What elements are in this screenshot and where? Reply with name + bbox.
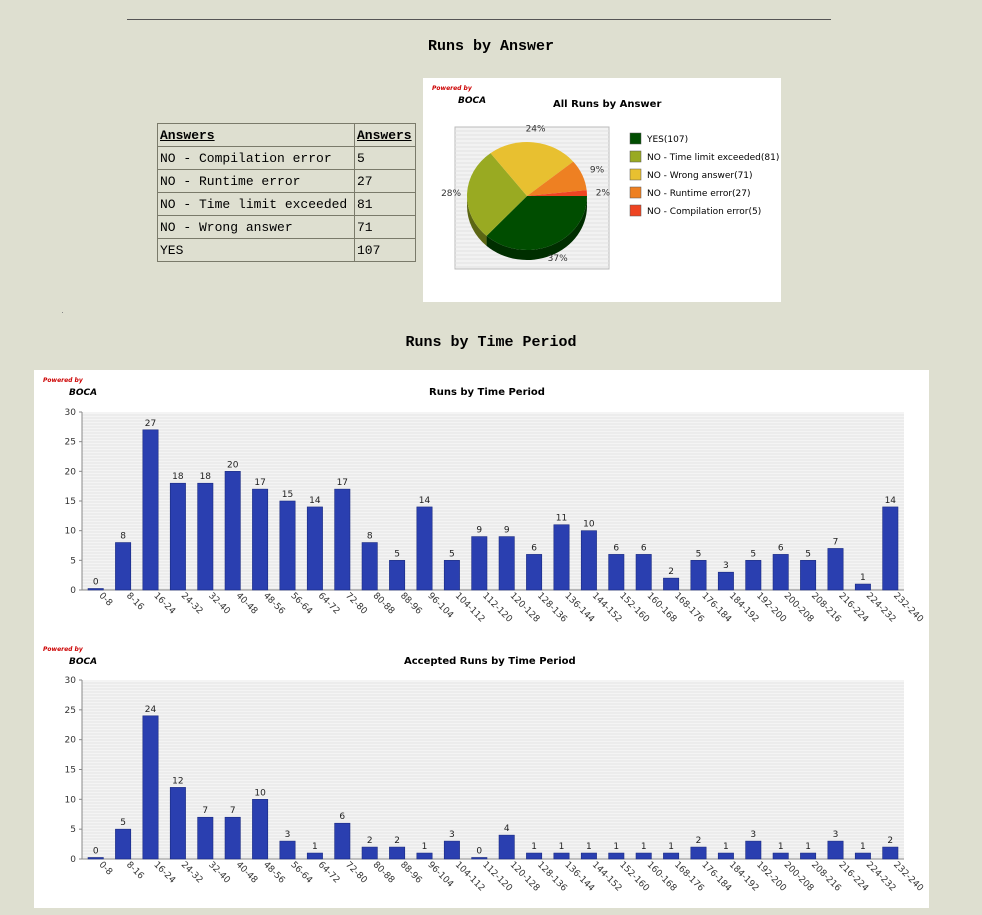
bar-value-label: 10 xyxy=(583,519,595,530)
x-tick-label: 48-56 xyxy=(260,591,287,617)
table-cell-answer: NO - Compilation error xyxy=(158,147,355,170)
legend-swatch xyxy=(630,151,641,162)
bar xyxy=(499,835,514,859)
bar xyxy=(170,787,185,859)
table-cell-answer: YES xyxy=(158,239,355,262)
x-tick-label: 24-32 xyxy=(178,860,205,886)
bar xyxy=(198,817,213,859)
runs-by-answer-heading: Runs by Answer xyxy=(427,38,555,55)
bar xyxy=(417,853,432,859)
bar xyxy=(362,847,377,859)
bar xyxy=(746,841,761,859)
x-tick-label: 144-152 xyxy=(589,591,624,625)
legend-label: NO - Wrong answer(71) xyxy=(647,171,753,181)
bar-value-label: 17 xyxy=(254,478,266,489)
bar-value-label: 24 xyxy=(144,704,157,715)
table-cell-count: 71 xyxy=(355,216,416,239)
table-row xyxy=(158,170,416,193)
x-tick-label: 56-64 xyxy=(288,591,314,617)
x-tick-label: 80-88 xyxy=(370,591,397,617)
table-header-count: Answers xyxy=(355,124,416,147)
bar-value-label: 1 xyxy=(531,842,537,853)
bar-value-label: 0 xyxy=(476,846,483,857)
table-cell-answer: NO - Time limit exceeded xyxy=(158,193,355,216)
x-tick-label: 120-128 xyxy=(507,860,542,894)
bar-value-label: 3 xyxy=(750,830,757,841)
bar-value-label: 5 xyxy=(449,549,455,560)
y-tick-label: 10 xyxy=(64,795,76,806)
x-tick-label: 88-96 xyxy=(397,860,424,886)
bar xyxy=(609,853,624,859)
bar xyxy=(335,823,350,859)
bar-value-label: 5 xyxy=(394,549,400,560)
pie-chart-title: All Runs by Answer xyxy=(553,99,662,110)
x-tick-label: 152-160 xyxy=(617,860,651,894)
bar xyxy=(307,507,322,590)
bar xyxy=(252,489,267,590)
x-tick-label: 72-80 xyxy=(343,591,369,617)
bar xyxy=(170,483,185,590)
pie-percent-label: 9% xyxy=(589,165,605,176)
x-tick-label: 96-104 xyxy=(425,591,455,621)
x-tick-label: 104-112 xyxy=(452,860,487,894)
bar-value-label: 20 xyxy=(226,460,239,471)
bar-value-label: 12 xyxy=(172,776,184,787)
x-tick-label: 224-232 xyxy=(863,591,898,625)
bar-value-label: 7 xyxy=(832,537,839,548)
bar-value-label: 5 xyxy=(120,818,126,829)
x-tick-label: 80-88 xyxy=(370,860,397,886)
bar xyxy=(115,543,130,590)
bar xyxy=(499,537,514,590)
bar xyxy=(691,847,706,859)
table-header-answer: Answers xyxy=(158,124,355,147)
bar-chart-accepted-runs xyxy=(34,640,929,908)
table-cell-count: 27 xyxy=(355,170,416,193)
bar xyxy=(773,554,788,590)
table-row xyxy=(158,216,416,239)
x-tick-label: 136-144 xyxy=(562,591,597,625)
bar-value-label: 14 xyxy=(418,495,431,506)
table-header-row xyxy=(158,124,416,147)
legend-swatch xyxy=(630,187,641,198)
x-tick-label: 8-16 xyxy=(123,591,146,613)
legend-label: NO - Time limit exceeded(81) xyxy=(647,153,780,163)
bar-value-label: 1 xyxy=(668,842,674,853)
x-tick-label: 88-96 xyxy=(397,591,424,617)
y-tick-label: 5 xyxy=(70,825,76,836)
bar-value-label: 3 xyxy=(723,561,729,572)
bar-value-label: 2 xyxy=(668,567,674,578)
x-tick-label: 216-224 xyxy=(836,860,871,894)
x-tick-label: 184-192 xyxy=(726,591,761,625)
bar-chart-title: Runs by Time Period xyxy=(429,387,545,398)
y-tick-label: 20 xyxy=(64,467,76,478)
bar-value-label: 3 xyxy=(832,830,839,841)
bar-value-label: 2 xyxy=(887,836,894,847)
x-tick-label: 232-240 xyxy=(891,860,925,894)
bar-value-label: 5 xyxy=(695,549,702,560)
bar-value-label: 1 xyxy=(613,842,620,853)
x-tick-label: 168-176 xyxy=(671,591,706,625)
x-tick-label: 232-240 xyxy=(891,591,925,625)
x-tick-label: 136-144 xyxy=(562,860,597,894)
bar-value-label: 1 xyxy=(805,842,811,853)
legend-swatch xyxy=(630,133,641,144)
x-tick-label: 8-16 xyxy=(123,860,146,882)
bar-value-label: 1 xyxy=(860,573,866,584)
y-tick-label: 15 xyxy=(64,497,76,507)
bar xyxy=(718,853,733,859)
bar xyxy=(389,560,404,590)
bar-value-label: 1 xyxy=(723,842,729,853)
bar-value-label: 2 xyxy=(394,836,400,847)
bar xyxy=(773,853,788,859)
bar xyxy=(828,548,843,590)
bar xyxy=(280,501,295,590)
bar xyxy=(444,560,459,590)
bar-value-label: 1 xyxy=(421,842,428,853)
bar-value-label: 0 xyxy=(92,846,99,857)
bar xyxy=(472,537,487,590)
x-tick-label: 112-120 xyxy=(480,591,514,625)
bar xyxy=(581,531,596,590)
x-tick-label: 32-40 xyxy=(206,860,232,886)
bar-value-label: 8 xyxy=(120,531,126,542)
bar xyxy=(746,560,761,590)
bar xyxy=(88,589,103,591)
x-tick-label: 160-168 xyxy=(644,860,679,894)
legend-label: YES(107) xyxy=(647,135,689,145)
bar xyxy=(362,543,377,590)
x-tick-label: 128-136 xyxy=(534,591,569,625)
x-tick-label: 24-32 xyxy=(178,591,205,617)
x-tick-label: 176-184 xyxy=(699,591,734,625)
bar-value-label: 6 xyxy=(640,543,647,554)
bar xyxy=(883,847,898,859)
bar-value-label: 6 xyxy=(613,543,620,554)
bar-value-label: 5 xyxy=(750,549,757,560)
bar xyxy=(526,554,541,590)
bar xyxy=(554,525,569,590)
boca-logo: BOCA xyxy=(69,388,98,398)
y-tick-label: 20 xyxy=(64,735,76,746)
bar xyxy=(225,471,240,590)
bar xyxy=(855,853,870,859)
bar xyxy=(252,799,267,859)
bar xyxy=(280,841,295,859)
pie-percent-label: 2% xyxy=(595,188,611,199)
x-tick-label: 208-216 xyxy=(808,860,843,894)
pie-chart xyxy=(423,78,781,302)
y-tick-label: 0 xyxy=(70,855,76,865)
bar-value-label: 1 xyxy=(312,842,318,853)
table-cell-answer: NO - Wrong answer xyxy=(158,216,355,239)
table-cell-answer: NO - Runtime error xyxy=(158,170,355,193)
bar-value-label: 18 xyxy=(199,472,212,483)
pie-chart-panel xyxy=(423,78,781,302)
bar-value-label: 3 xyxy=(449,830,455,841)
bar-value-label: 2 xyxy=(366,836,373,847)
table-cell-count: 81 xyxy=(355,193,416,216)
table-cell-count: 107 xyxy=(355,239,416,262)
x-tick-label: 216-224 xyxy=(836,591,871,625)
powered-by-label: Powered by xyxy=(432,85,472,92)
bar xyxy=(444,841,459,859)
bar xyxy=(663,853,678,859)
legend-swatch xyxy=(630,205,641,216)
y-tick-label: 30 xyxy=(64,676,76,686)
bar-value-label: 7 xyxy=(229,806,236,817)
bar-value-label: 3 xyxy=(284,830,291,841)
powered-by-label: Powered by xyxy=(43,646,83,653)
bar-value-label: 6 xyxy=(777,543,784,554)
x-tick-label: 208-216 xyxy=(808,591,843,625)
x-tick-label: 168-176 xyxy=(671,860,706,894)
y-tick-label: 0 xyxy=(70,586,76,596)
x-tick-label: 160-168 xyxy=(644,591,679,625)
bar-chart-panel-all xyxy=(34,370,929,640)
x-tick-label: 16-24 xyxy=(151,591,177,617)
bar xyxy=(472,858,487,860)
stray-dot xyxy=(62,312,63,313)
x-tick-label: 200-208 xyxy=(781,591,816,625)
bar-value-label: 6 xyxy=(339,812,346,823)
table-row xyxy=(158,239,416,262)
x-tick-label: 40-48 xyxy=(233,860,260,886)
bar xyxy=(335,489,350,590)
bar xyxy=(800,853,815,859)
x-tick-label: 120-128 xyxy=(507,591,542,625)
y-tick-label: 15 xyxy=(64,765,76,776)
x-tick-label: 152-160 xyxy=(617,591,651,625)
x-tick-label: 0-8 xyxy=(96,591,115,609)
bar xyxy=(389,847,404,859)
legend-label: NO - Runtime error(27) xyxy=(647,189,751,199)
runs-by-time-heading: Runs by Time Period xyxy=(405,334,577,351)
bar-value-label: 14 xyxy=(884,495,897,506)
x-tick-label: 16-24 xyxy=(151,860,177,886)
x-tick-label: 112-120 xyxy=(480,860,514,894)
y-tick-label: 5 xyxy=(70,556,76,567)
table-row xyxy=(158,147,416,170)
bar-chart-all-runs xyxy=(34,370,929,640)
x-tick-label: 56-64 xyxy=(288,860,314,886)
bar xyxy=(307,853,322,859)
bar-value-label: 9 xyxy=(476,525,483,536)
x-tick-label: 176-184 xyxy=(699,860,734,894)
bar-value-label: 1 xyxy=(586,842,592,853)
bar-value-label: 7 xyxy=(202,806,209,817)
bar-value-label: 11 xyxy=(555,513,568,524)
x-tick-label: 72-80 xyxy=(343,860,369,886)
table-cell-count: 5 xyxy=(355,147,416,170)
x-tick-label: 128-136 xyxy=(534,860,569,894)
x-tick-label: 0-8 xyxy=(96,860,115,878)
x-tick-label: 144-152 xyxy=(589,860,624,894)
bar xyxy=(198,483,213,590)
bar-value-label: 14 xyxy=(309,495,321,506)
bar-value-label: 1 xyxy=(558,842,565,853)
bar xyxy=(855,584,870,590)
x-tick-label: 64-72 xyxy=(315,591,342,617)
bar xyxy=(828,841,843,859)
boca-logo: BOCA xyxy=(458,96,487,106)
bar-value-label: 9 xyxy=(503,525,510,536)
bar-value-label: 2 xyxy=(695,836,702,847)
bar xyxy=(554,853,569,859)
bar xyxy=(115,829,130,859)
powered-by-label: Powered by xyxy=(43,377,83,384)
bar xyxy=(526,853,541,859)
bar xyxy=(800,560,815,590)
bar-value-label: 18 xyxy=(172,472,184,483)
bar xyxy=(88,858,103,860)
bar-chart-title: Accepted Runs by Time Period xyxy=(404,656,576,667)
bar xyxy=(636,853,651,859)
y-tick-label: 25 xyxy=(64,437,76,448)
bar-value-label: 17 xyxy=(336,478,349,489)
boca-logo: BOCA xyxy=(69,657,98,667)
bar-value-label: 1 xyxy=(640,842,647,853)
x-tick-label: 64-72 xyxy=(315,860,342,886)
pie-percent-label: 24% xyxy=(525,124,546,135)
bar-value-label: 8 xyxy=(366,531,373,542)
y-tick-label: 30 xyxy=(64,408,76,418)
bar xyxy=(883,507,898,590)
bar xyxy=(143,430,158,590)
bar-value-label: 6 xyxy=(531,543,537,554)
bar xyxy=(609,554,624,590)
bar-value-label: 4 xyxy=(503,824,510,835)
x-tick-label: 32-40 xyxy=(206,591,232,617)
x-tick-label: 184-192 xyxy=(726,860,761,894)
x-tick-label: 48-56 xyxy=(260,860,287,886)
x-tick-label: 200-208 xyxy=(781,860,816,894)
bar-value-label: 15 xyxy=(281,490,294,500)
pie-percent-label: 28% xyxy=(441,189,462,200)
bar xyxy=(718,572,733,590)
x-tick-label: 96-104 xyxy=(425,860,455,890)
bar-value-label: 1 xyxy=(777,842,784,853)
x-tick-label: 40-48 xyxy=(233,591,260,617)
bar-chart-panel-accepted xyxy=(34,640,929,908)
top-divider xyxy=(127,19,831,20)
bar-value-label: 1 xyxy=(860,842,866,853)
x-tick-label: 104-112 xyxy=(452,591,487,625)
y-tick-label: 10 xyxy=(64,526,76,537)
bar-value-label: 27 xyxy=(144,418,157,429)
bar xyxy=(581,853,596,859)
bar-value-label: 10 xyxy=(254,788,266,799)
legend-label: NO - Compilation error(5) xyxy=(647,207,762,217)
bar xyxy=(691,560,706,590)
bar xyxy=(143,716,158,859)
bar xyxy=(663,578,678,590)
bar xyxy=(636,554,651,590)
legend-swatch xyxy=(630,169,641,180)
y-tick-label: 25 xyxy=(64,705,76,716)
bar xyxy=(225,817,240,859)
bar-value-label: 5 xyxy=(805,549,811,560)
x-tick-label: 224-232 xyxy=(863,860,898,894)
pie-percent-label: 37% xyxy=(547,254,568,265)
answers-table xyxy=(157,123,416,262)
x-tick-label: 192-200 xyxy=(754,860,788,894)
table-row xyxy=(158,193,416,216)
x-tick-label: 192-200 xyxy=(754,591,788,625)
bar xyxy=(417,507,432,590)
bar-value-label: 0 xyxy=(92,577,99,588)
